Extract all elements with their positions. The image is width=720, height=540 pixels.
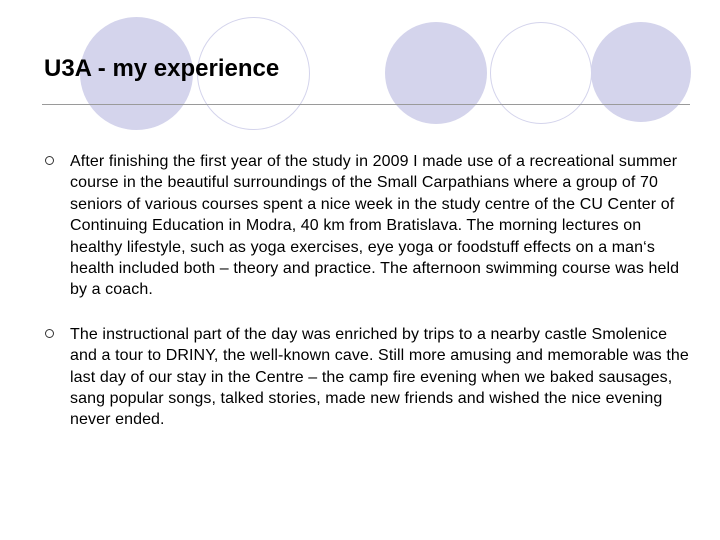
- bullet-text: The instructional part of the day was enriched by trips to a nearby castle Smolenice and a tour to DRINY, the well-known cave. Still more amusing and memorable was the last day of our stay in the Centre – the camp fire evening when we baked sausages, sang popular songs, talked stories, made new friends and wished the nice evening never ended.: [70, 325, 689, 429]
- decorative-circle: [591, 22, 691, 122]
- decorative-circle: [385, 22, 487, 124]
- bullet-item: [44, 151, 694, 301]
- slide-title: U3A - my experience: [44, 55, 280, 82]
- bullet-text: After finishing the first year of the study in 2009 I made use of a recreational summer course in the beautiful surroundings of the Small Carpathians where a group of 70 seniors of various courses spent a nice week in the study centre of the CU Center of Continuing Education in Modra, 40 km from Bratislava. The morning lectures on healthy lifestyle, such as yoga exercises, eye yoga or foodstuff effects on a man‘s health included both – theory and practice. The afternoon swimming course was held by a coach.: [70, 153, 680, 299]
- decorative-circle: [490, 22, 592, 124]
- bullet-list: [44, 151, 694, 431]
- bullet-circle-icon: [45, 156, 54, 165]
- title-divider: [42, 104, 690, 105]
- bullet-circle-icon: [45, 329, 54, 338]
- bullet-item: [44, 324, 694, 431]
